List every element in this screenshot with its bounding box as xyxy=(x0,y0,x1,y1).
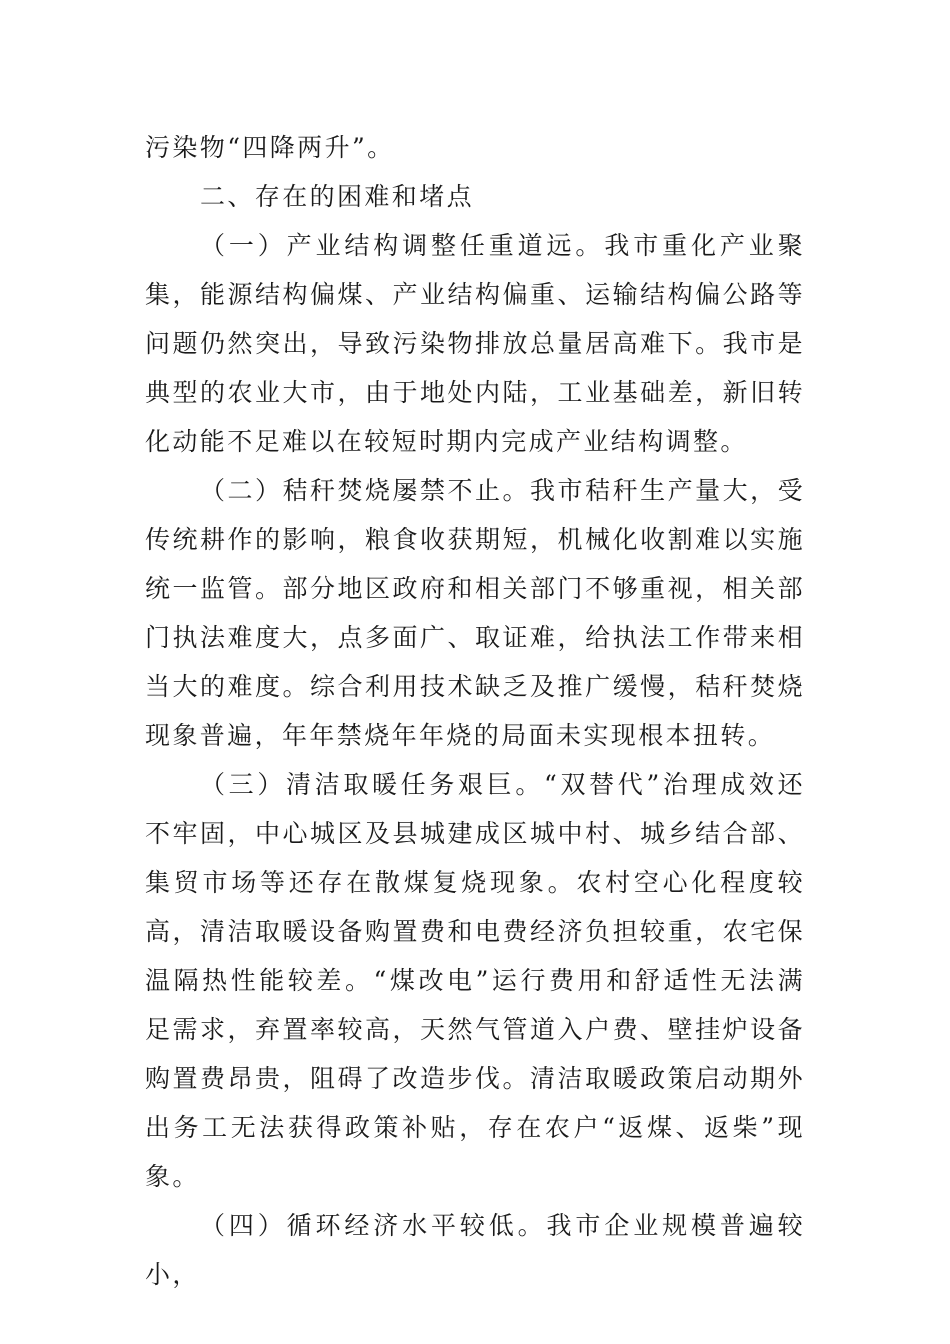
document-page xyxy=(145,123,805,1299)
paragraph-clean-heating: （三）清洁取暖任务艰巨。“双替代”治理成效还不牢固，中心城区及县城建成区城中村、城乡结合部、集贸市场等还存在散煤复烧现象。农村空心化程度较高，清洁取暖设备购置费和电费经济负担较重，农宅保温隔热性能较差。“煤改电”运行费用和舒适性无法满足需求，弃置率较高，天然气管道入户费、壁挂炉设备购置费昂贵，阻碍了改造步伐。清洁取暖政策启动期外出务工无法获得政策补贴，存在农户“返煤、返柴”现象。 xyxy=(145,770,805,1191)
paragraph-continuation: 污染物“四降两升”。 xyxy=(145,133,395,162)
paragraph-industrial-structure: （一）产业结构调整任重道远。我市重化产业聚集，能源结构偏煤、产业结构偏重、运输结构偏公路等问题仍然突出，导致污染物排放总量居高难下。我市是典型的农业大市，由于地处内陆，工业基础差，新旧转化动能不足难以在较短时期内完成产业结构调整。 xyxy=(145,231,805,456)
paragraph-circular-economy: （四）循环经济水平较低。我市企业规模普遍较小， xyxy=(145,1211,805,1289)
section-heading: 二、存在的困难和堵点 xyxy=(200,182,475,211)
paragraph-straw-burning: （二）秸秆焚烧屡禁不止。我市秸秆生产量大，受传统耕作的影响，粮食收获期短，机械化收割难以实施统一监管。部分地区政府和相关部门不够重视，相关部门执法难度大，点多面广、取证难，给执法工作带来相当大的难度。综合利用技术缺乏及推广缓慢，秸秆焚烧现象普遍，年年禁烧年年烧的局面未实现根本扭转。 xyxy=(145,476,805,750)
